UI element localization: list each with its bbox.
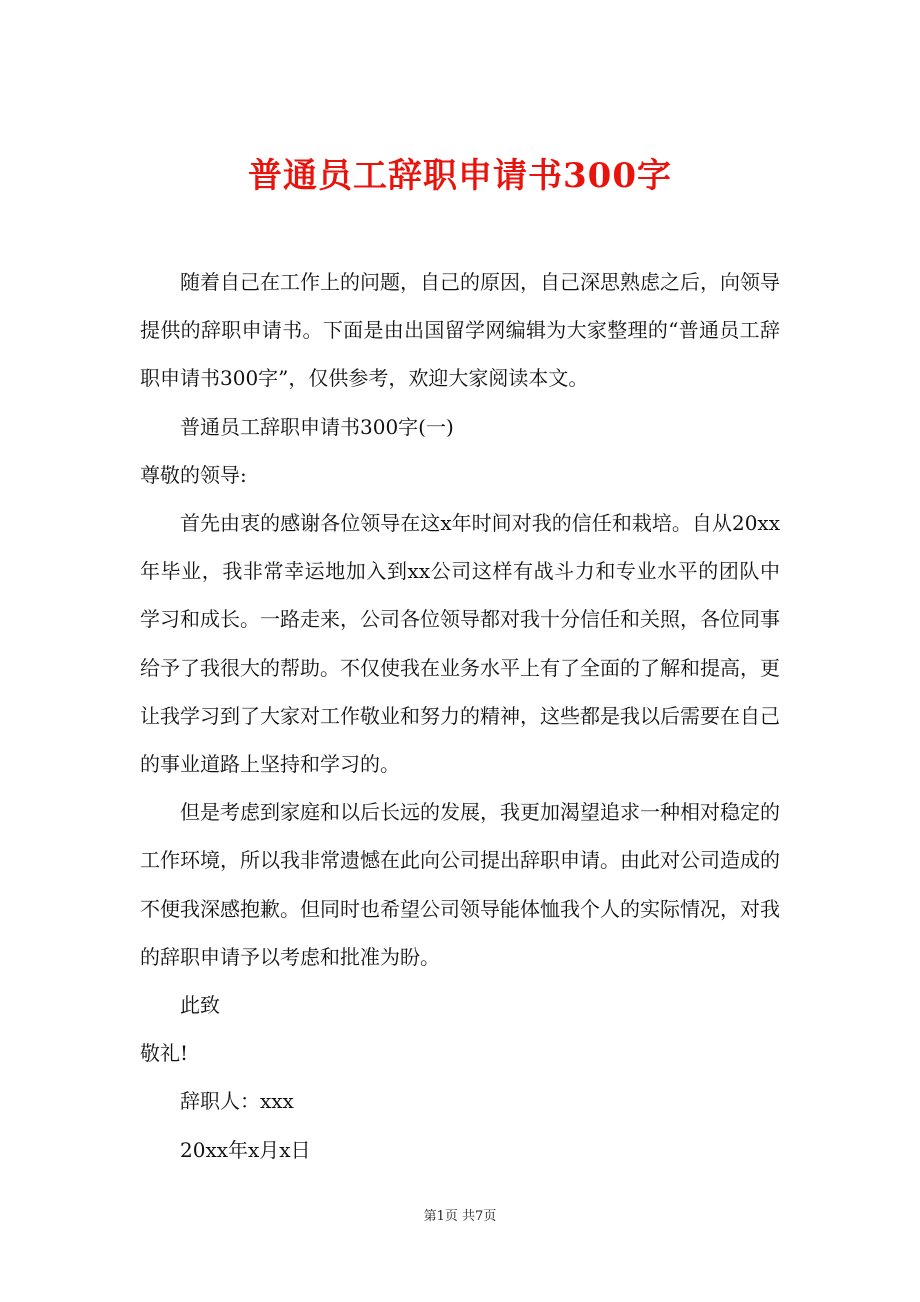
closing-line-1: 此致 [180, 993, 220, 1018]
page-footer: 第1页 共7页 [423, 1209, 497, 1224]
salutation: 尊敬的领导: [140, 462, 247, 487]
page-title: 普通员工辞职申请书300字 [248, 155, 672, 196]
body-paragraph-2: 但是考虑到家庭和以后长远的发展，我更加渴望追求一种相对稳定的工作环境，所以我非常遗憾在此向公司提出辞职申请。由此对公司造成的不便我深感抱歉。但同时也希望公司领导能体恤我个人的实际情况，对我的辞职申请予以考虑和批准为盼。 [140, 800, 780, 969]
closing-line-2: 敬礼! [140, 1041, 189, 1066]
signature: 辞职人：xxx [180, 1089, 294, 1114]
body-paragraph-1: 首先由衷的感谢各位领导在这x年时间对我的信任和栽培。自从20xx年毕业，我非常幸运地加入到xx公司这样有战斗力和专业水平的团队中学习和成长。一路走来，公司各位领导都对我十分信任和关照，各位同事给予了我很大的帮助。不仅使我在业务水平上有了全面的了解和提高，更让我学习到了大家对工作敬业和努力的精神，这些都是我以后需要在自己的事业道路上坚持和学习的。 [140, 511, 780, 777]
document-body [140, 258, 780, 1174]
intro-paragraph: 随着自己在工作上的问题，自己的原因，自己深思熟虑之后，向领导提供的辞职申请书。下面是由出国留学网编辑为大家整理的“普通员工辞职申请书300字”，仅供参考，欢迎大家阅读本文。 [140, 270, 780, 391]
section-heading: 普通员工辞职申请书300字(一) [180, 414, 454, 439]
date: 20xx年x月x日 [180, 1137, 311, 1162]
